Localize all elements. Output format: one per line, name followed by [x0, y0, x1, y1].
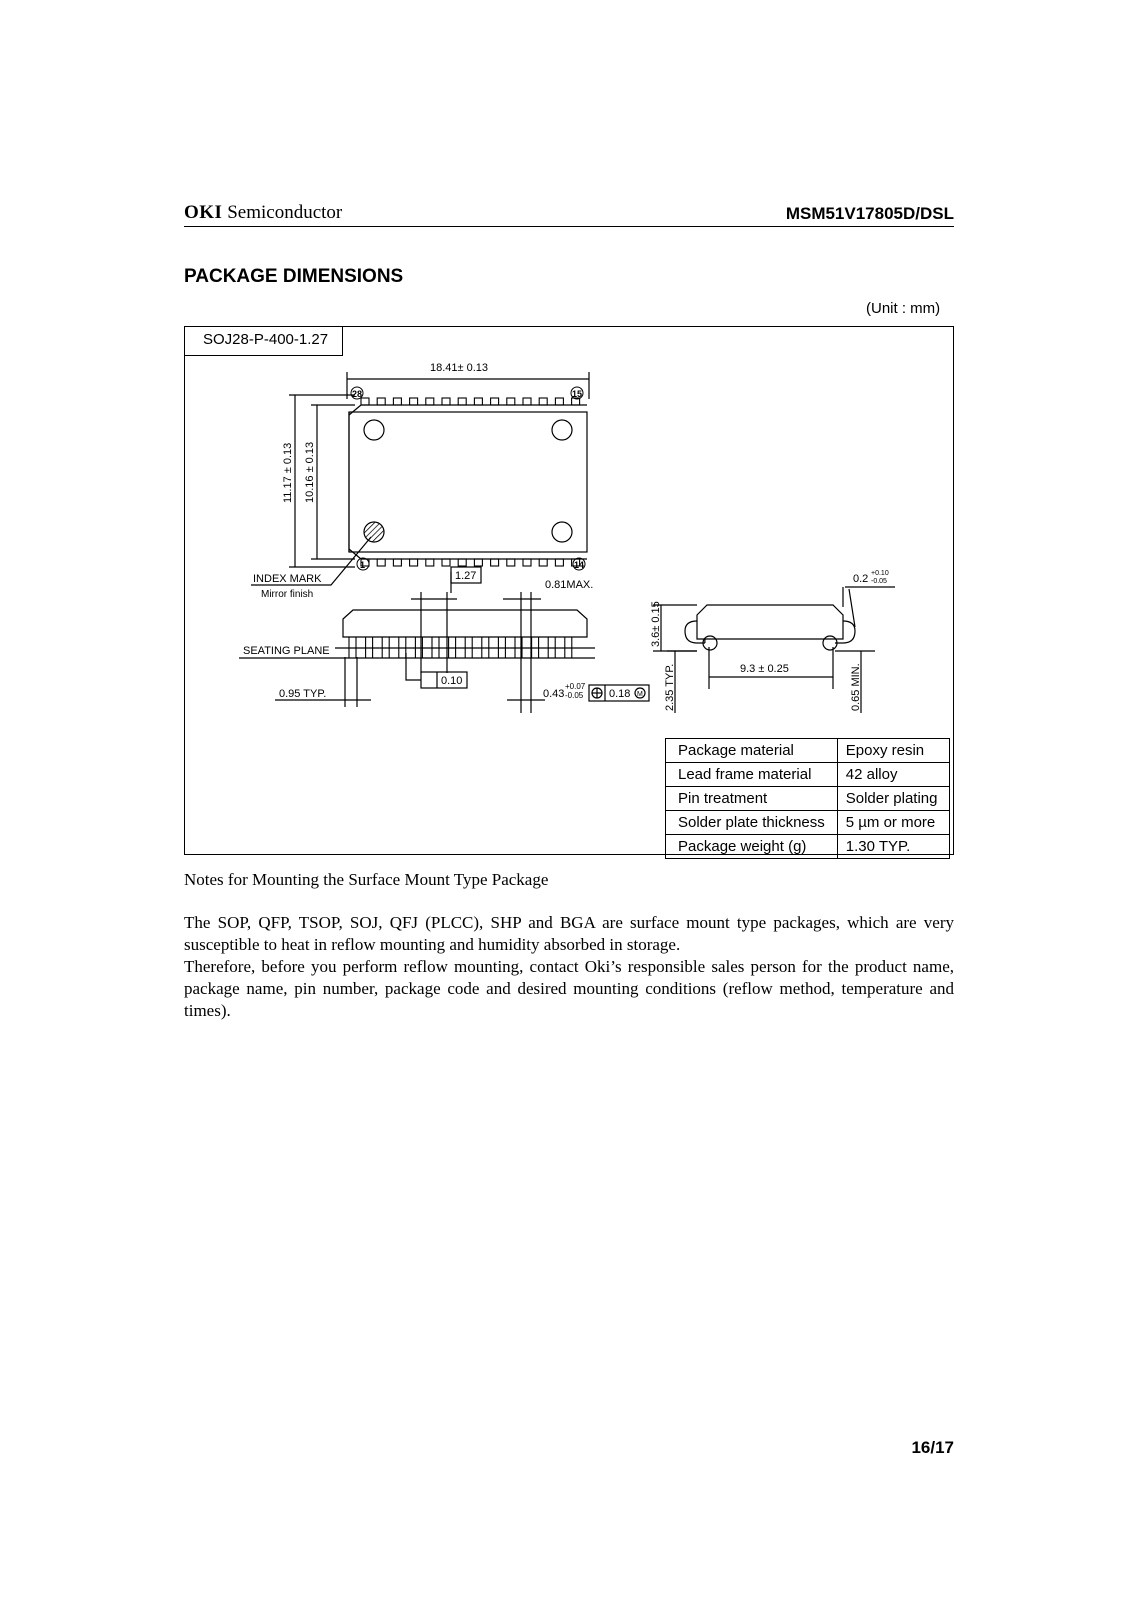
lead-pad	[458, 398, 466, 405]
lead-pad	[491, 559, 499, 566]
thickness-tol-plus: +0.10	[871, 570, 889, 577]
page-number: 16/17	[911, 1438, 954, 1457]
package-code: SOJ28-P-400-1.27	[185, 327, 343, 356]
lead-width-label: 0.43	[543, 688, 565, 700]
lead-pad	[491, 398, 499, 405]
spec-value: 1.30 TYP.	[837, 835, 950, 859]
lead-pad	[442, 398, 450, 405]
section-title: PACKAGE DIMENSIONS	[184, 266, 404, 287]
notes-title: Notes for Mounting the Surface Mount Type Package	[184, 870, 549, 889]
spec-value: 5 µm or more	[837, 811, 950, 835]
spec-row	[666, 811, 950, 835]
pin-15-label: 15	[572, 389, 583, 399]
lead-pad	[555, 559, 563, 566]
length-dim-label: 18.41± 0.13	[430, 362, 489, 374]
part-number: MSM51V17805D/DSL	[785, 204, 954, 223]
pin-28-label: 28	[352, 389, 363, 399]
max-dim-label: 0.81MAX.	[545, 579, 594, 591]
lead-row-bottom	[361, 559, 580, 566]
spec-value: Epoxy resin	[837, 739, 950, 763]
lead-pad	[361, 398, 369, 405]
spec-row	[666, 835, 950, 859]
width-outer-dim-label: 11.17 ± 0.13	[282, 442, 294, 503]
brand-logo: OKI Semiconductor	[184, 202, 343, 223]
spec-label: Solder plate thickness	[666, 811, 838, 835]
lead-width-tol-plus: +0.07	[565, 682, 586, 691]
edge-typ-label: 0.95 TYP.	[279, 688, 327, 700]
spec-row	[666, 787, 950, 811]
spec-label: Lead frame material	[666, 763, 838, 787]
notes-paragraph: The SOP, QFP, TSOP, SOJ, QFJ (PLCC), SHP and BGA are surface mount type packages, which are very susceptible to heat in reflow mounting and humidity absorbed in storage.	[184, 913, 954, 954]
flatness-label: 0.10	[441, 675, 463, 687]
spec-row	[666, 763, 950, 787]
unit-label: (Unit : mm)	[866, 300, 941, 317]
thickness-tol-minus: -0.05	[871, 578, 887, 585]
index-mark-circle	[364, 522, 384, 542]
notes-paragraph: Therefore, before you perform reflow mounting, contact Oki’s responsible sales person for the product name, package name, pin number, package code and desired mounting conditions (reflow method, temperature and times).	[184, 957, 954, 1020]
lead-pad	[523, 398, 531, 405]
spec-value: 42 alloy	[837, 763, 950, 787]
notes-body	[184, 912, 954, 1022]
lead-pad	[426, 398, 434, 405]
lead-pad	[555, 398, 563, 405]
lead-pad	[507, 559, 515, 566]
index-mark-label: INDEX MARK	[253, 573, 322, 585]
page-header	[184, 200, 954, 227]
lead-pad	[523, 559, 531, 566]
lead-pad	[539, 398, 547, 405]
row-spacing-label: 9.3 ± 0.25	[740, 663, 789, 675]
mold-mark-circle	[364, 420, 384, 440]
position-mod-label: M	[637, 691, 643, 698]
pitch-label: 1.27	[455, 570, 477, 582]
spec-label: Package material	[666, 739, 838, 763]
lead-width-tol-minus: -0.05	[565, 691, 584, 700]
pin-1-label: 1	[360, 560, 366, 570]
lead-pad	[410, 559, 418, 566]
mirror-finish-label: Mirror finish	[261, 589, 314, 600]
thickness-label: 0.2	[853, 573, 869, 585]
lead-pad	[410, 398, 418, 405]
lead-pad	[377, 559, 385, 566]
spec-value: Solder plating	[837, 787, 950, 811]
package-spec-table	[665, 738, 950, 859]
lead-pad	[474, 398, 482, 405]
lead-pad	[377, 398, 385, 405]
lead-pad	[393, 559, 401, 566]
min-dim-label: 0.65 MIN.	[850, 663, 862, 711]
lead-pad	[458, 559, 466, 566]
seating-plane-label: SEATING PLANE	[243, 645, 330, 657]
height-dim-label: 3.6± 0.15	[650, 601, 662, 647]
lead-row-top	[361, 398, 580, 405]
lead-pad	[507, 398, 515, 405]
lead-pad	[426, 559, 434, 566]
pin-14-label: 14	[574, 560, 585, 570]
lead-pad	[393, 398, 401, 405]
lead-pad	[539, 559, 547, 566]
spec-label: Pin treatment	[666, 787, 838, 811]
position-tol-label: 0.18	[609, 688, 631, 700]
lead-pad	[442, 559, 450, 566]
width-inner-dim-label: 10.16 ± 0.13	[304, 441, 316, 503]
standoff-typ-label: 2.35 TYP.	[664, 663, 676, 711]
spec-label: Package weight (g)	[666, 835, 838, 859]
package-body-top-view	[349, 412, 587, 552]
lead-pad	[474, 559, 482, 566]
package-drawing-frame	[184, 326, 954, 855]
spec-row	[666, 739, 950, 763]
